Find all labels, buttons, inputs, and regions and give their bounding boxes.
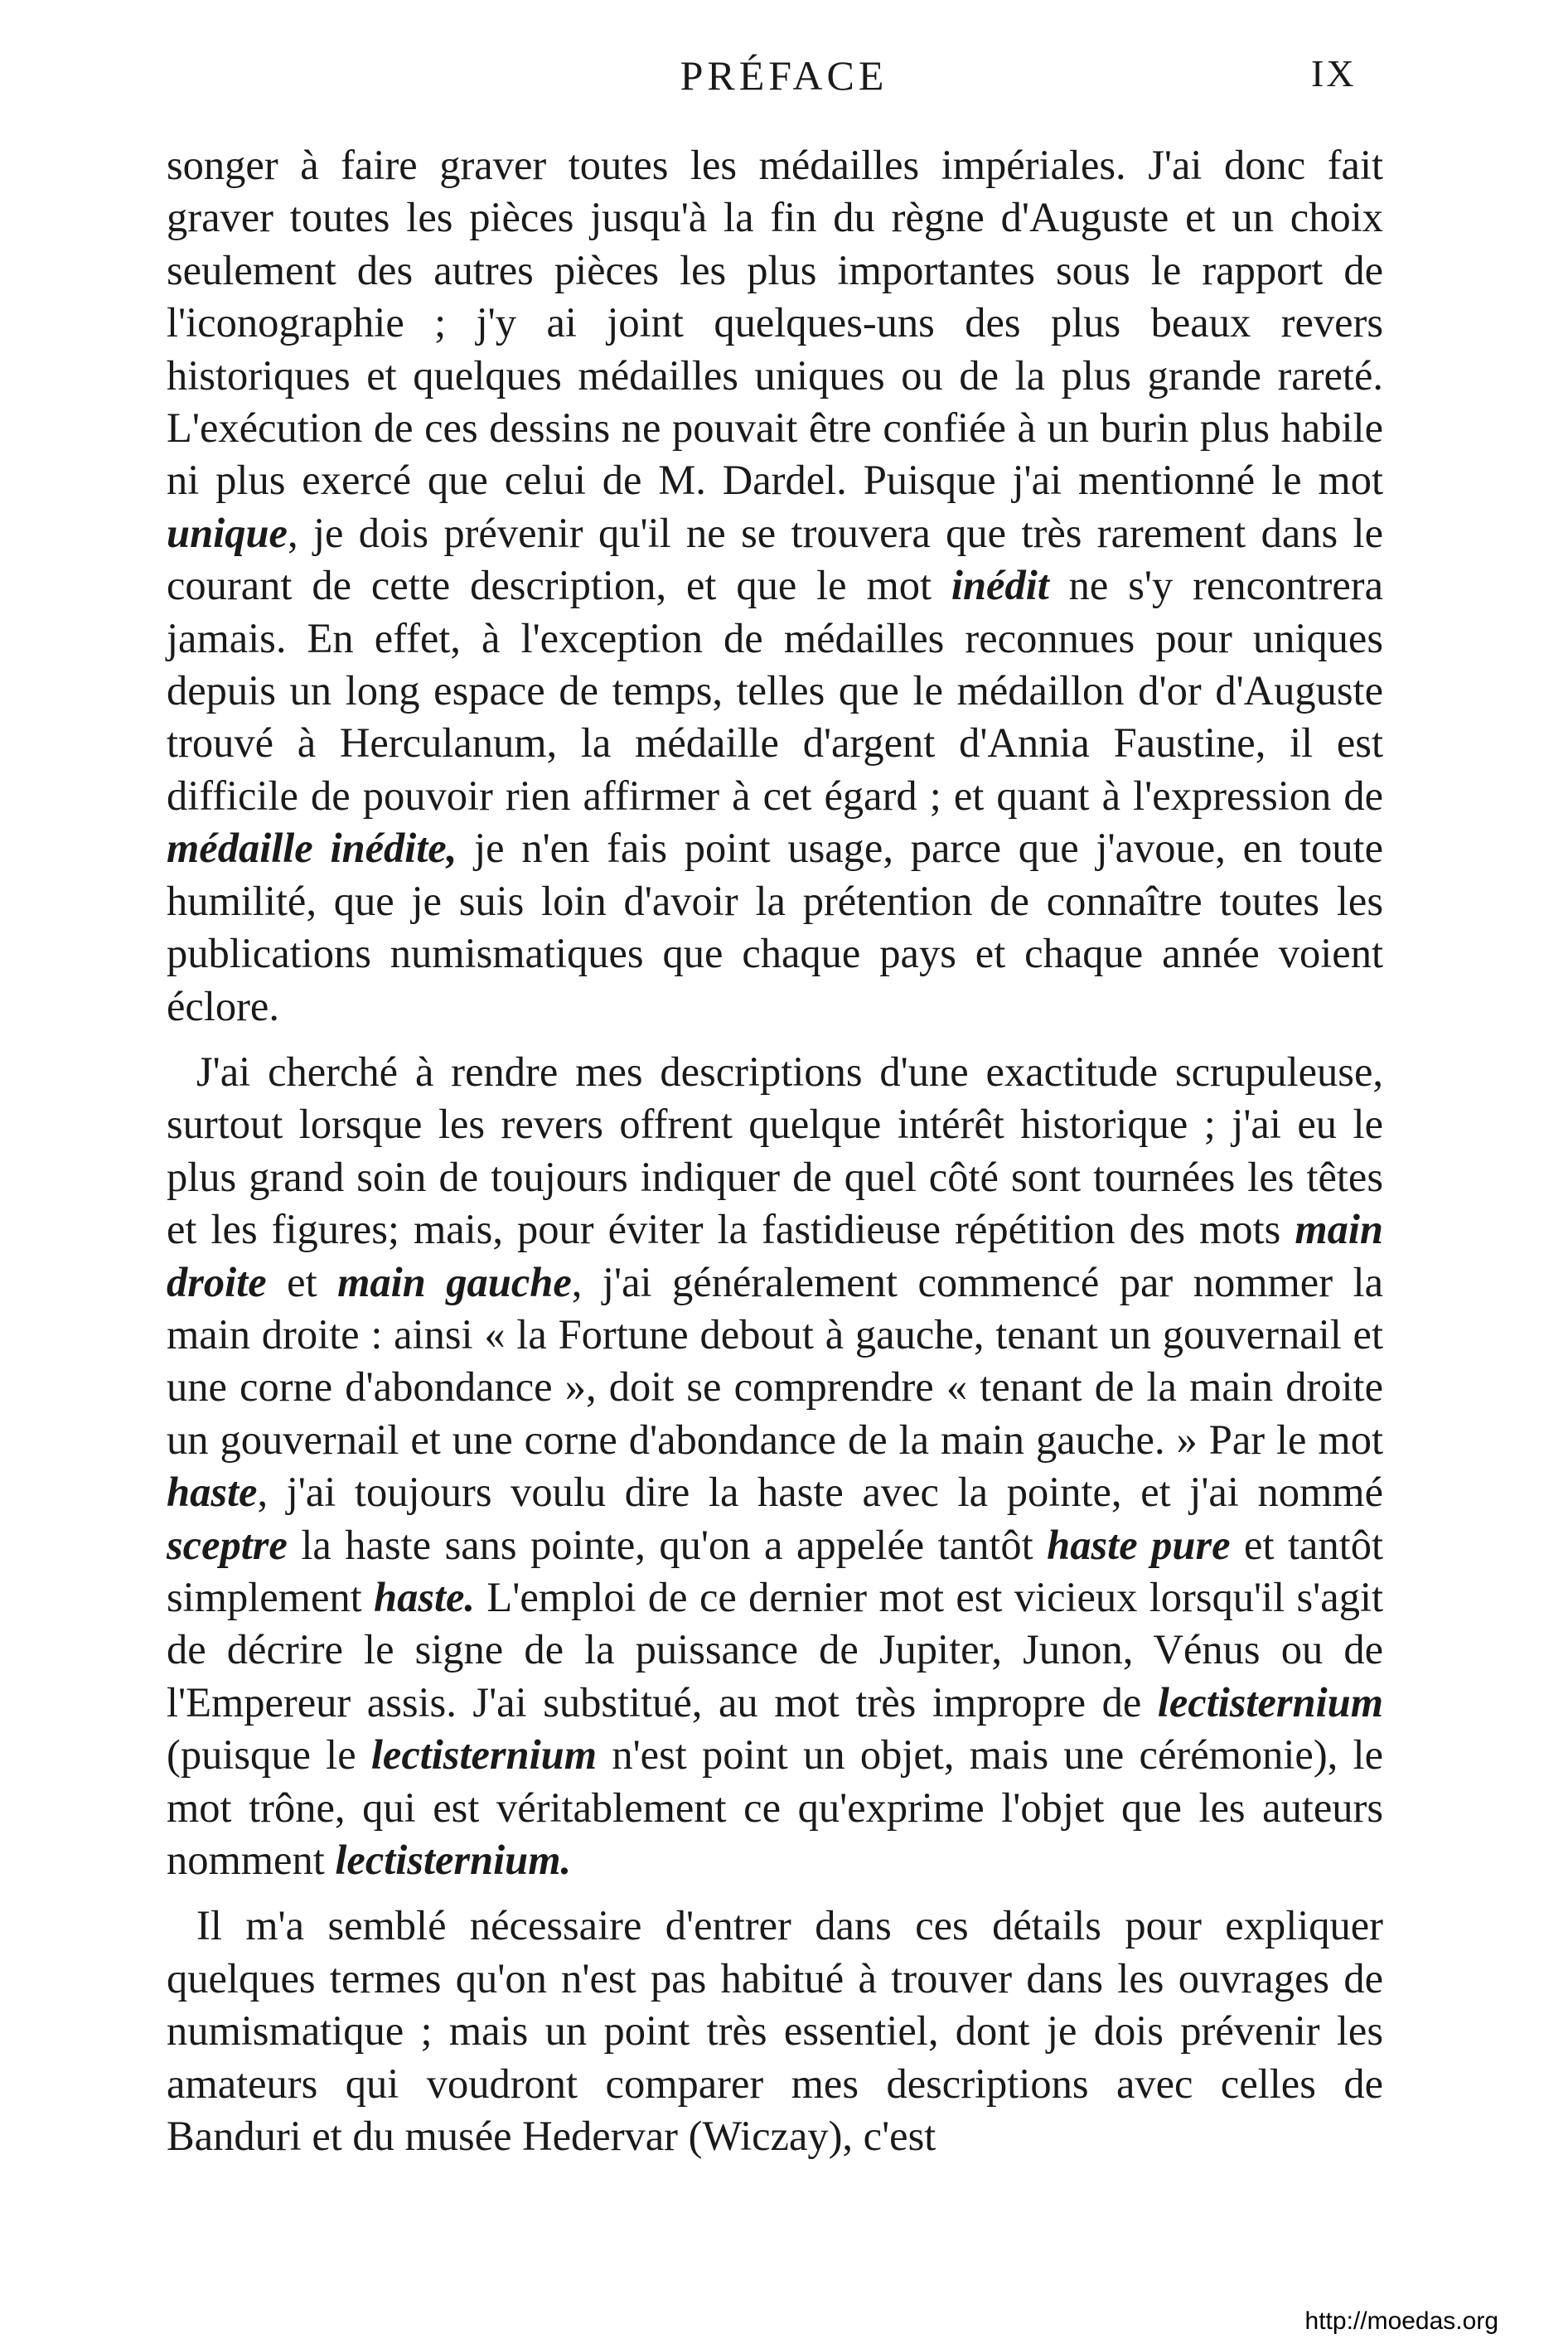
paragraph-2 xyxy=(167,1046,1383,1887)
italic-term: médaille inédite, xyxy=(167,825,457,872)
italic-term: haste pure xyxy=(1047,1521,1231,1568)
italic-term: main droite xyxy=(167,1206,1383,1305)
italic-term: haste. xyxy=(373,1573,476,1620)
text-run: et tantôt simplement xyxy=(167,1521,1384,1620)
text-run: la haste sans pointe, qu'on a appelée tantôt xyxy=(287,1521,1048,1568)
text-run: n'est point un objet, mais une cérémonie), le mot trône, qui est véritablement ce qu'exprime l'objet que les auteurs nomment xyxy=(167,1731,1383,1883)
text-run: L'emploi de ce dernier mot est vicieux lorsqu'il s'agit de décrire le signe de la puissance de Jupiter, Junon, Vénus ou de l'Empereur assis. J'ai substitué, au mot très impropre de xyxy=(167,1573,1383,1726)
text-run: , je dois prévenir qu'il ne se trouvera que très rarement dans le courant de cette description, et que le mot xyxy=(167,509,1383,609)
text-run: (puisque le xyxy=(167,1731,371,1779)
text-run: Il m'a semblé nécessaire d'entrer dans ces détails pour expliquer quelques termes qu'on n'est pas habitué à trouver dans les ouvrages de numismatique ; mais un point très essentiel, dont je dois prévenir les amateurs qui voudront comparer mes descriptions avec celles de Banduri et du musée Hedervar (Wiczay), c'est xyxy=(167,1902,1383,2160)
page-header xyxy=(0,51,1568,109)
page-number: IX xyxy=(1311,52,1357,94)
running-head: PRÉFACE xyxy=(680,52,888,99)
text-run: J'ai cherché à rendre mes descriptions d'une exactitude scrupuleuse, surtout lorsque les revers offrent quelque intérêt historique ; j'ai eu le plus grand soin de toujours indiquer de quel côté sont tournées les têtes et les figures; mais, pour éviter la fastidieuse répétition des mots xyxy=(167,1048,1383,1253)
italic-term: sceptre xyxy=(167,1521,288,1568)
italic-term: lectisternium. xyxy=(335,1837,572,1883)
text-run: je n'en fais point usage, parce que j'avoue, en toute humilité, que je suis loin d'avoir la prétention de connaître toutes les publications numismatiques que chaque pays et chaque année voient éclore. xyxy=(167,825,1383,1029)
preface-body xyxy=(167,139,1383,2162)
italic-term: unique xyxy=(167,509,288,556)
text-run: et xyxy=(266,1258,338,1305)
paragraph-3 xyxy=(167,1900,1383,2162)
italic-term: main gauche xyxy=(337,1258,572,1305)
source-url: http://moedas.org xyxy=(1304,2307,1498,2335)
italic-term: lectisternium xyxy=(370,1731,598,1779)
italic-term: inédit xyxy=(951,562,1049,609)
paragraph-1 xyxy=(167,139,1383,1033)
text-run: , j'ai généralement commencé par nommer la main droite : ainsi « la Fortune debout à gauche, tenant un gouvernail et une corne d'abondance », doit se comprendre « tenant de la main droite un gouvernail et une corne d'abondance de la main gauche. » Par le mot xyxy=(167,1258,1383,1463)
text-run: songer à faire graver toutes les médailles impériales. J'ai donc fait graver toutes les pièces jusqu'à la fin du règne d'Auguste et un choix seulement des autres pièces les plus importantes sous le rapport de l'iconographie ; j'y ai joint quelques-uns des plus beaux revers historiques et quelques médailles uniques ou de la plus grande rareté. L'exécution de ces dessins ne pouvait être confiée à un burin plus habile ni plus exercé que celui de M. Dardel. Puisque j'ai mentionné le mot xyxy=(167,142,1383,504)
italic-term: haste xyxy=(167,1469,258,1516)
italic-term: lectisternium xyxy=(1157,1678,1383,1726)
text-run: ne s'y rencontrera jamais. En effet, à l'exception de médailles reconnues pour uniques depuis un long espace de temps, telles que le médaillon d'or d'Auguste trouvé à Herculanum, la médaille d'argent d'Annia Faustine, il est difficile de pouvoir rien affirmer à cet égard ; et quant à l'expression de xyxy=(167,562,1383,819)
text-run: , j'ai toujours voulu dire la haste avec la pointe, et j'ai nommé xyxy=(257,1469,1383,1516)
